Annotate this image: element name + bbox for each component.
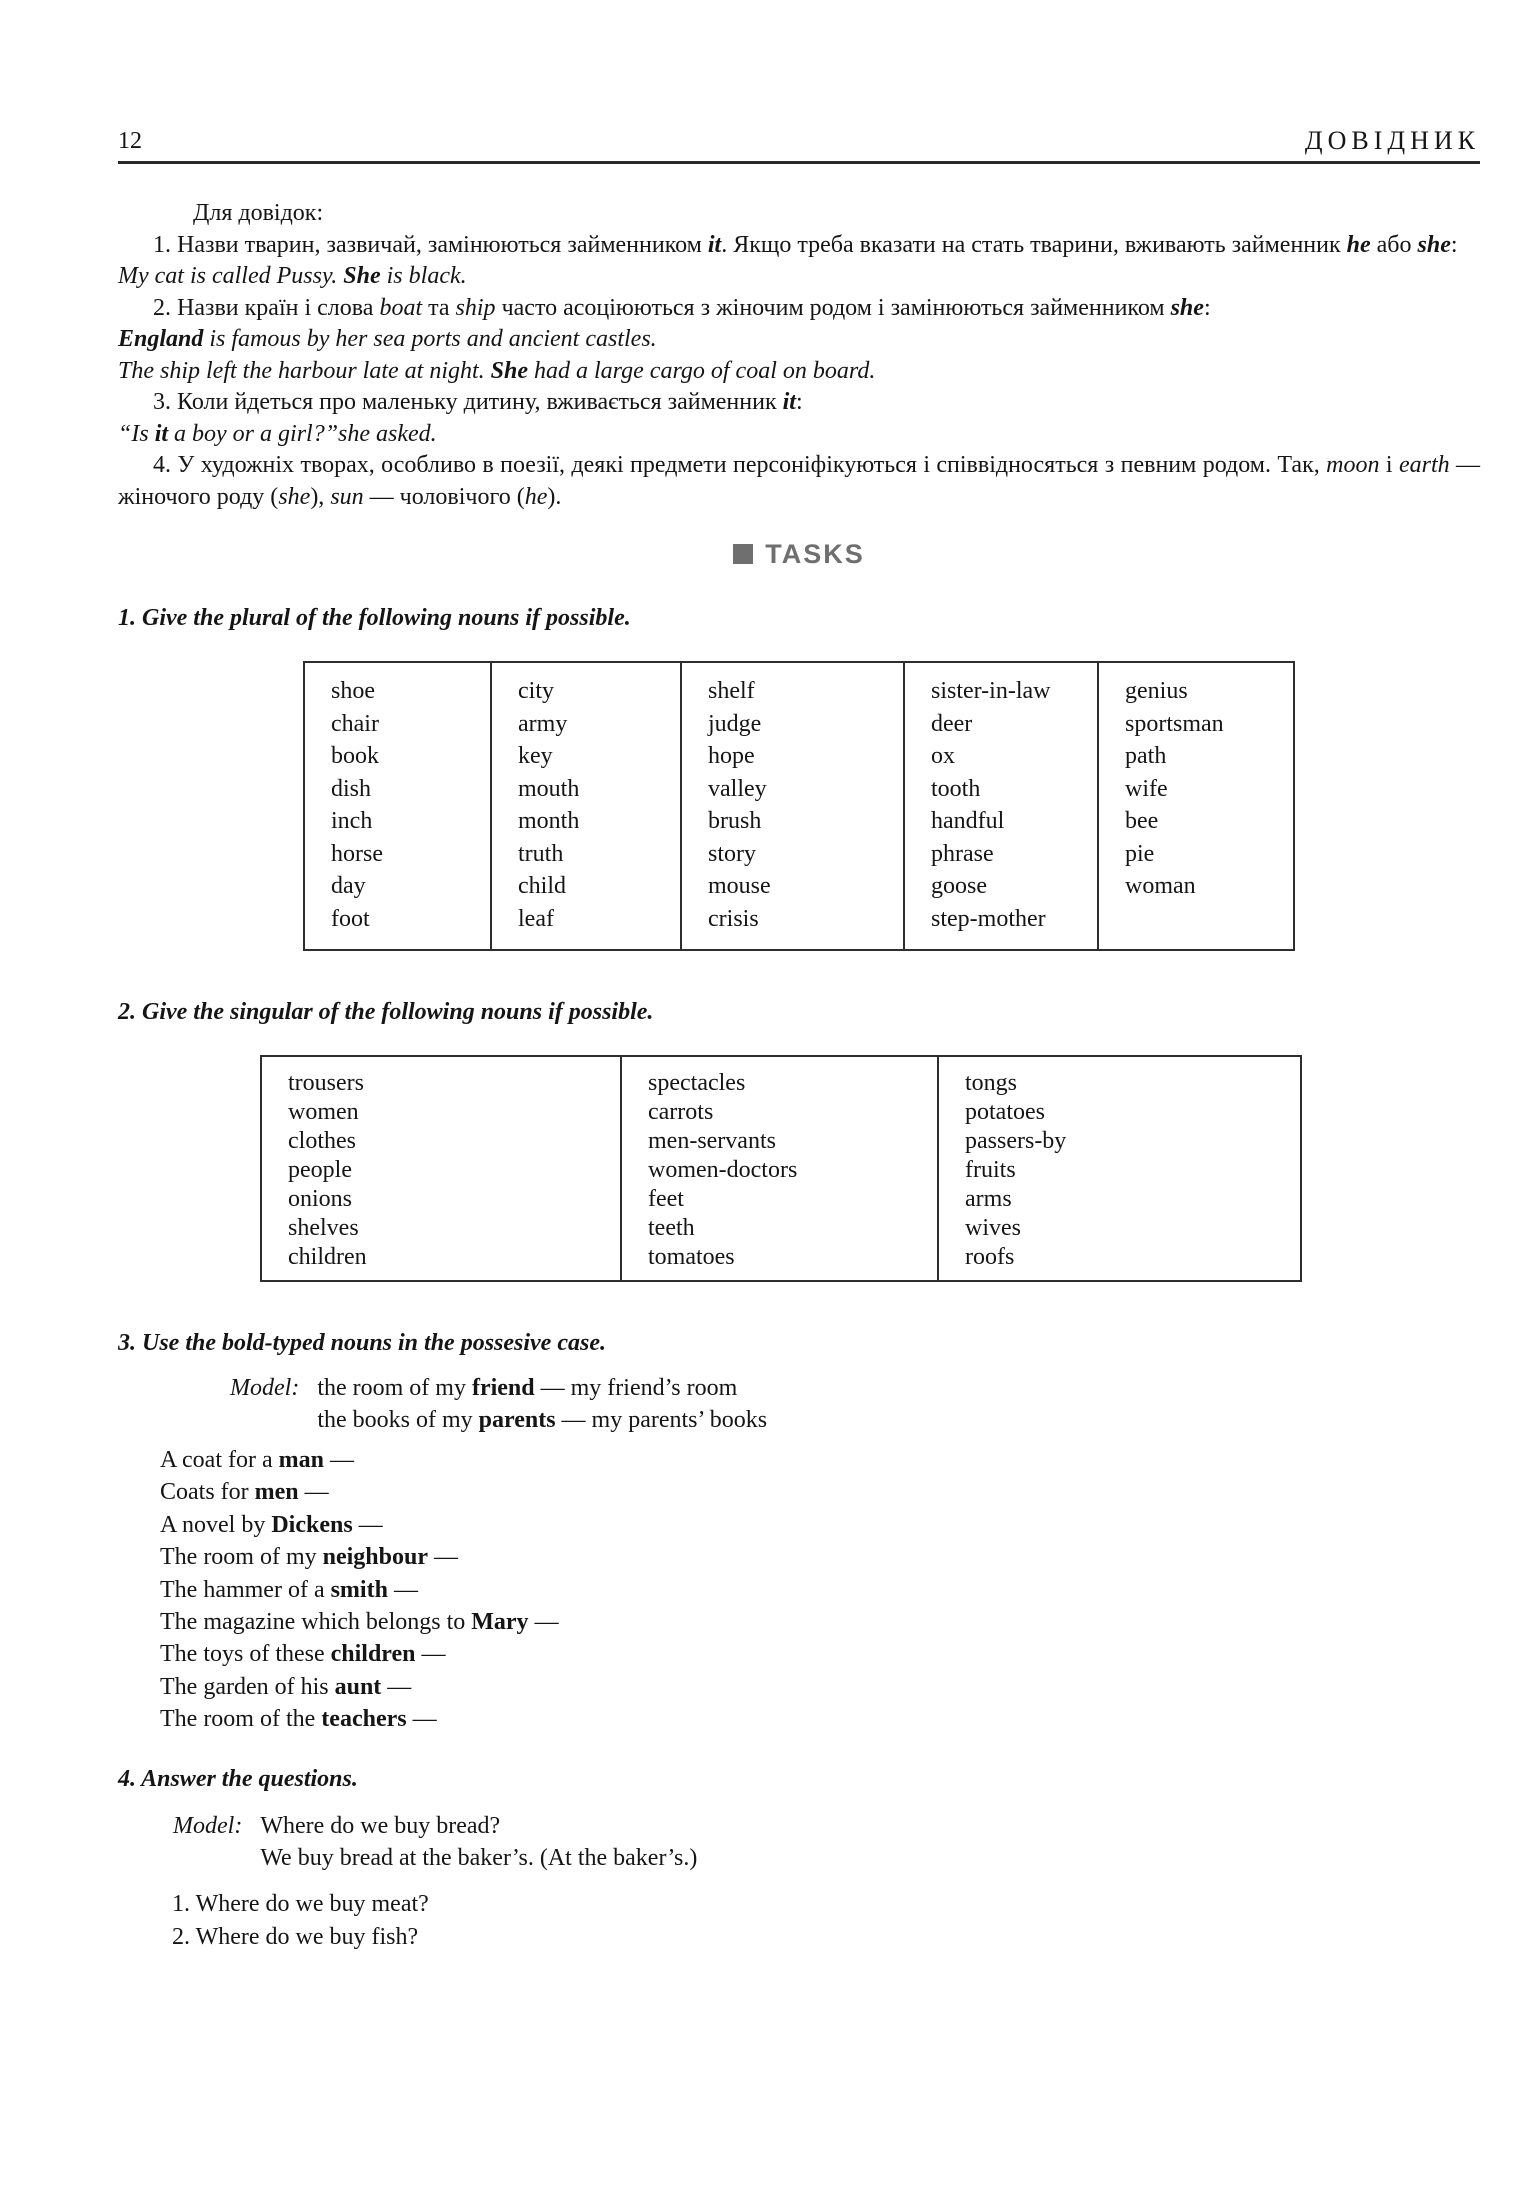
running-title: ДОВІДНИК — [1304, 126, 1480, 155]
noun-item: truth — [518, 840, 564, 867]
intro-item-4: 4. У художніх творах, особливо в поезії, деякі предмети персоніфікуються і співвідносяться з певним родом. Так, moon і earth — жіночого роду (she), sun — чоловічого (he). — [118, 452, 1481, 510]
noun-item: day — [331, 873, 366, 899]
singular-nouns-table — [260, 1055, 1302, 1282]
square-bullet-icon — [733, 544, 753, 564]
model-label: Model: — [230, 1375, 300, 1401]
noun-item: genius — [1125, 678, 1188, 704]
noun-item: army — [518, 710, 568, 737]
question-item: 1. Where do we buy meat? — [172, 1890, 429, 1917]
noun-item: feet — [648, 1186, 684, 1212]
noun-item: passers-by — [965, 1128, 1067, 1154]
noun-item: path — [1125, 743, 1167, 769]
noun-item: potatoes — [965, 1099, 1045, 1125]
possessive-exercise-item: The hammer of a smith — — [160, 1576, 418, 1603]
noun-item: inch — [331, 808, 373, 834]
question-item: 2. Where do we buy fish? — [172, 1923, 419, 1950]
intro-item-3: 3. Коли йдеться про маленьку дитину, вживається займенник it: — [153, 389, 803, 415]
reference-notes-section — [118, 198, 1480, 513]
table-row — [261, 1056, 1301, 1281]
table-column-3 — [938, 1056, 1301, 1281]
noun-item: sister-in-law — [931, 678, 1051, 704]
table-row — [304, 662, 1294, 950]
tasks-heading-label: TASKS — [765, 538, 865, 569]
possessive-exercise-item: The magazine which belongs to Mary — — [160, 1609, 559, 1636]
table-column-1 — [261, 1056, 621, 1281]
example-sentence: My cat is called Pussy. She is black. — [118, 263, 467, 289]
noun-item: step-mother — [931, 905, 1046, 932]
example-sentence: England is famous by her sea ports and ancient castles. — [118, 326, 657, 352]
noun-item: carrots — [648, 1099, 714, 1125]
intro-item-1: 1. Назви тварин, зазвичай, замінюються займенником it. Якщо треба вказати на стать тварини, вживають займенник he або she: — [153, 231, 1458, 258]
noun-item: wife — [1125, 775, 1168, 802]
example-sentence: “Is it a boy or a girl?”she asked. — [118, 420, 437, 447]
noun-item: valley — [708, 775, 767, 802]
noun-item: key — [518, 743, 553, 769]
intro-item-2: 2. Назви країн і слова boat та ship часто асоціюються з жіночим родом і замінюються займенником she: — [153, 294, 1211, 321]
noun-item: leaf — [518, 905, 554, 932]
noun-item: brush — [708, 808, 762, 834]
noun-item: mouth — [518, 775, 580, 802]
page-number: 12 — [118, 128, 142, 154]
noun-item: horse — [331, 840, 383, 867]
table-column-1 — [304, 662, 491, 950]
example-sentence: The ship left the harbour late at night. She had a large cargo of coal on board. — [118, 357, 876, 384]
table-column-4 — [904, 662, 1098, 950]
noun-item: handful — [931, 808, 1005, 834]
model-line: the room of my friend — my friend’s room — [317, 1375, 738, 1401]
noun-item: goose — [931, 873, 987, 899]
task4-model-block — [173, 1810, 1480, 1874]
noun-item: story — [708, 840, 756, 867]
noun-item: women — [288, 1099, 359, 1125]
noun-item: judge — [708, 710, 762, 737]
possessive-exercise-item: The room of my neighbour — — [160, 1544, 459, 1571]
noun-item: trousers — [288, 1070, 364, 1096]
table-column-2 — [621, 1056, 938, 1281]
noun-item: chair — [331, 710, 379, 737]
noun-item: mouse — [708, 873, 771, 899]
noun-item: foot — [331, 905, 370, 932]
page-header — [118, 128, 1480, 164]
noun-item: people — [288, 1157, 352, 1183]
noun-item: tongs — [965, 1070, 1018, 1096]
plural-nouns-table — [303, 661, 1295, 951]
task4-title: 4. Answer the questions. — [118, 1765, 358, 1792]
noun-item: pie — [1125, 840, 1155, 867]
noun-item: fruits — [965, 1157, 1016, 1183]
noun-item: children — [288, 1244, 367, 1270]
noun-item: sportsman — [1125, 710, 1224, 737]
noun-item: arms — [965, 1186, 1012, 1212]
tasks-section-heading — [118, 539, 1480, 569]
noun-item: shelves — [288, 1215, 359, 1241]
noun-item: teeth — [648, 1215, 695, 1241]
possessive-exercise-item: The toys of these children — — [160, 1641, 446, 1668]
noun-item: wives — [965, 1215, 1021, 1241]
noun-item: women-doctors — [648, 1157, 798, 1183]
noun-item: onions — [288, 1186, 353, 1212]
noun-item: crisis — [708, 905, 759, 932]
noun-item: shoe — [331, 678, 375, 704]
noun-item: phrase — [931, 840, 994, 867]
table-column-3 — [681, 662, 904, 950]
noun-item: child — [518, 873, 566, 899]
noun-item: deer — [931, 710, 973, 737]
noun-item: woman — [1125, 873, 1196, 899]
noun-item: tomatoes — [648, 1244, 735, 1270]
possessive-exercise-item: A coat for a man — — [160, 1447, 354, 1473]
noun-item: tooth — [931, 775, 981, 802]
noun-item: shelf — [708, 678, 755, 704]
possessive-exercise-item: Coats for men — — [160, 1479, 329, 1506]
possessive-exercise-item: A novel by Dickens — — [160, 1511, 383, 1538]
model-line: Where do we buy bread? — [260, 1812, 501, 1839]
noun-item: roofs — [965, 1244, 1015, 1270]
table-column-2 — [491, 662, 681, 950]
task2-title: 2. Give the singular of the following nouns if possible. — [118, 999, 654, 1025]
noun-item: dish — [331, 775, 372, 802]
noun-item: city — [518, 678, 554, 704]
task3-title: 3. Use the bold-typed nouns in the possesive case. — [118, 1330, 606, 1356]
noun-item: hope — [708, 743, 755, 769]
model-line: We buy bread at the baker’s. (At the baker’s.) — [260, 1844, 698, 1871]
noun-item: month — [518, 808, 580, 834]
noun-item: clothes — [288, 1128, 356, 1154]
noun-item: spectacles — [648, 1070, 746, 1096]
model-label: Model: — [173, 1812, 243, 1839]
task3-model-block — [230, 1372, 1480, 1436]
possessive-exercise-item: The garden of his aunt — — [160, 1673, 412, 1700]
noun-item: book — [331, 743, 379, 769]
noun-item: bee — [1125, 808, 1159, 834]
model-line: the books of my parents — my parents’ books — [317, 1407, 768, 1433]
task1-title: 1. Give the plural of the following nouns if possible. — [118, 605, 631, 631]
table-column-5 — [1098, 662, 1294, 950]
possessive-exercise-item: The room of the teachers — — [160, 1706, 437, 1733]
intro-lead: Для довідок: — [193, 200, 324, 226]
noun-item: men-servants — [648, 1128, 776, 1154]
noun-item: ox — [931, 743, 955, 769]
